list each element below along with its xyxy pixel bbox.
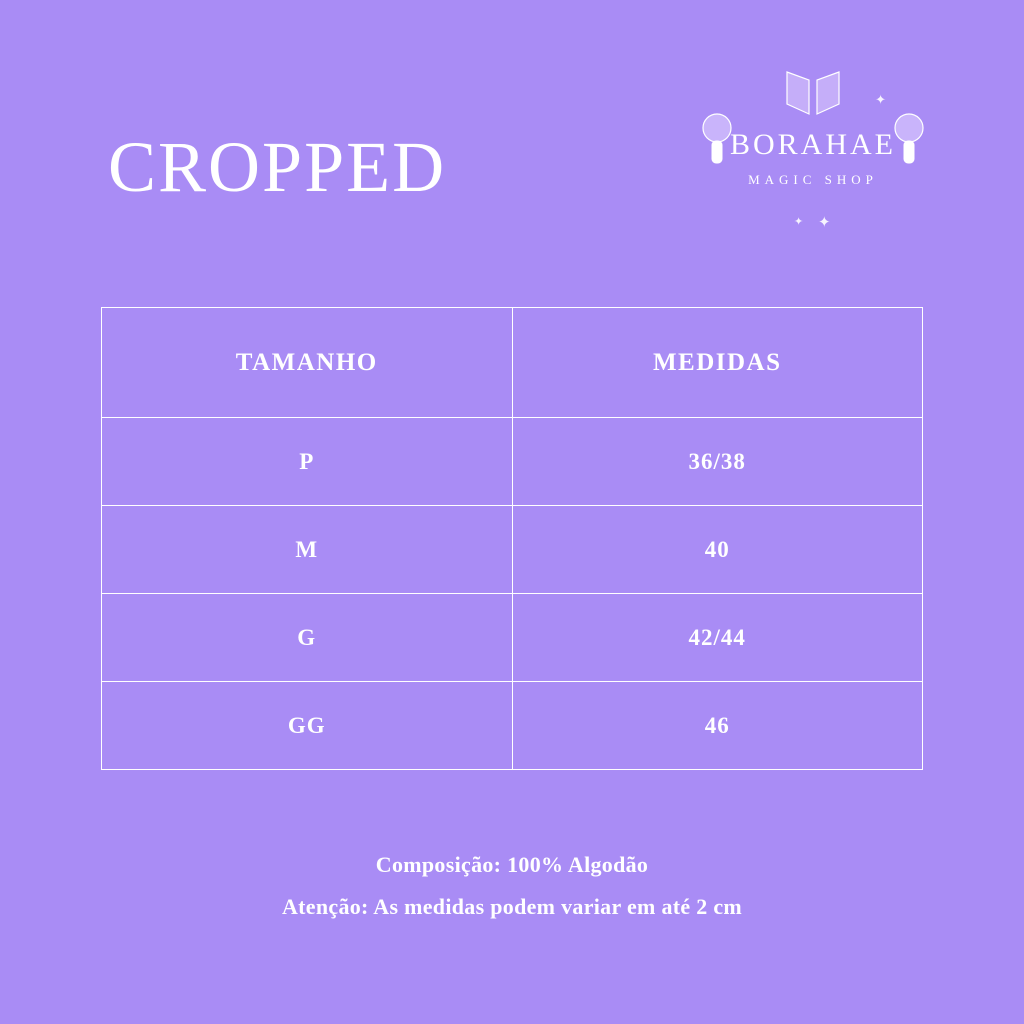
cell-size: P bbox=[102, 418, 513, 506]
page-title: CROPPED bbox=[108, 127, 447, 207]
table-row bbox=[102, 682, 923, 770]
sparkle-icon: ✦ bbox=[875, 92, 886, 107]
cell-size: G bbox=[102, 594, 513, 682]
column-header-size: TAMANHO bbox=[102, 308, 513, 418]
brand-logo bbox=[698, 70, 928, 230]
sparkle-icon: ✦ bbox=[794, 216, 804, 228]
cell-measure: 46 bbox=[512, 682, 923, 770]
cell-measure: 40 bbox=[512, 506, 923, 594]
composition-note: Composição: 100% Algodão bbox=[375, 852, 649, 877]
cell-size: GG bbox=[102, 682, 513, 770]
cell-measure: 36/38 bbox=[512, 418, 923, 506]
column-header-measure: MEDIDAS bbox=[512, 308, 923, 418]
cell-measure: 42/44 bbox=[512, 594, 923, 682]
size-chart-table bbox=[101, 307, 923, 770]
table-header-row bbox=[102, 308, 923, 418]
table-row bbox=[102, 594, 923, 682]
logo-mark bbox=[698, 70, 928, 128]
logo-brand-name: BORAHAE bbox=[729, 128, 896, 161]
logo-tagline: MAGIC SHOP bbox=[748, 172, 878, 187]
footer-notes bbox=[0, 852, 1024, 920]
sparkle-icon: ✦ bbox=[818, 215, 831, 231]
cell-size: M bbox=[102, 506, 513, 594]
table-row bbox=[102, 418, 923, 506]
bts-logo-icon bbox=[781, 70, 845, 116]
warning-note: Atenção: As medidas podem variar em até 2 cm bbox=[281, 894, 743, 919]
table-row bbox=[102, 506, 923, 594]
